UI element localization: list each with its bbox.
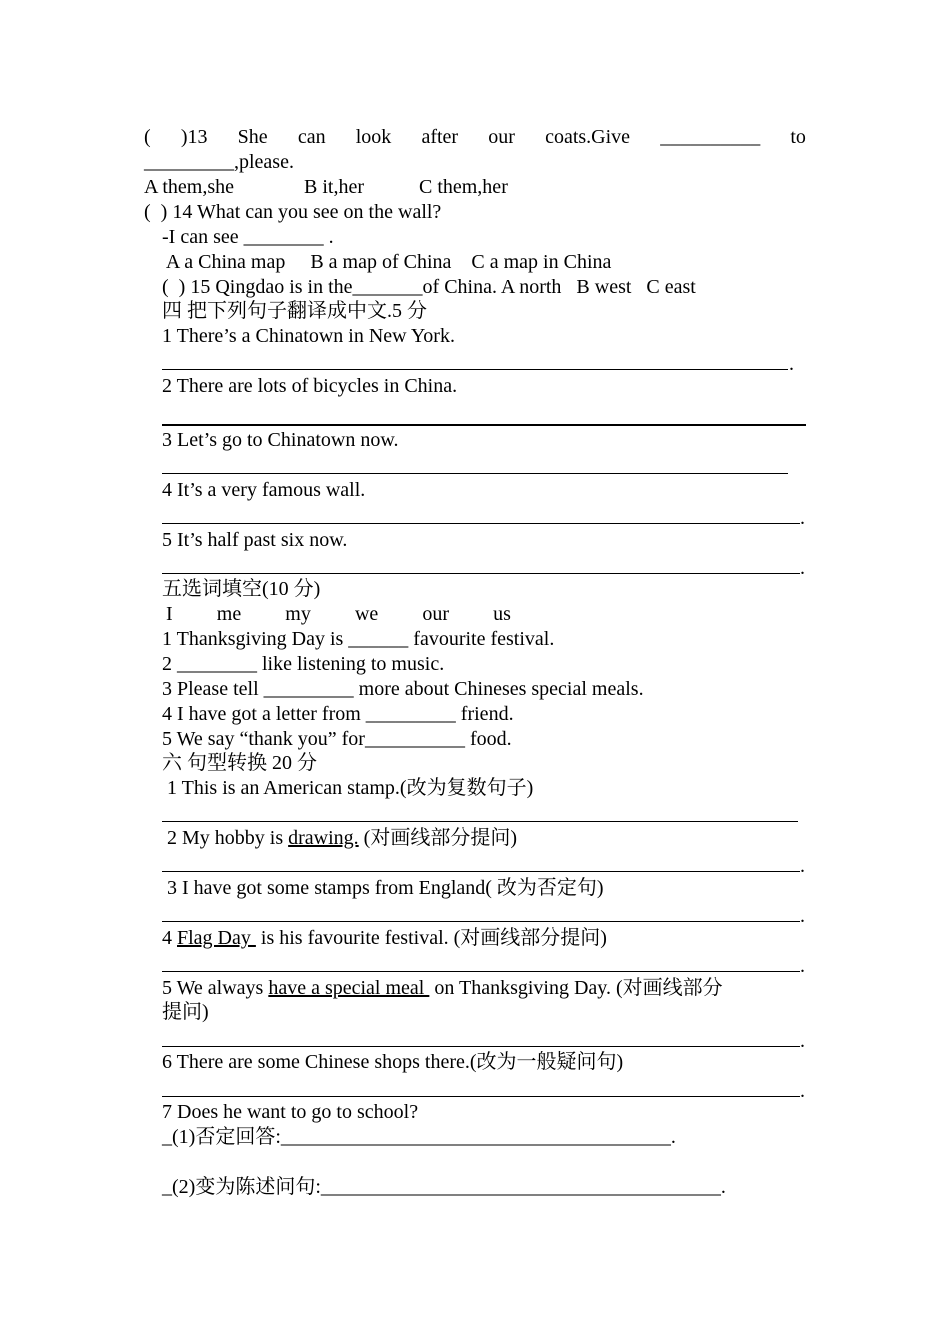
- s5-item-5: 5 We say “thank you” for__________ food.: [162, 728, 512, 750]
- q13-line2: _________,please.: [144, 151, 294, 173]
- s5-item-4: 4 I have got a letter from _________ friend.: [162, 703, 514, 725]
- answer-line: [162, 573, 800, 574]
- q15-question: ( ) 15 Qingdao is in the_______of China. A north B west C east: [162, 276, 696, 298]
- q13-word: after: [421, 126, 459, 148]
- s5-item-2: 2 ________ like listening to music.: [162, 653, 445, 675]
- section5-title: 五选词填空(10 分): [162, 578, 321, 600]
- q13-word: (: [144, 126, 151, 148]
- s6-item-6: 6 There are some Chinese shops there.(改为一般疑问句): [162, 1051, 624, 1073]
- q13-word: our: [488, 126, 515, 148]
- q13-options: A them,she B it,her C them,her: [144, 176, 508, 198]
- answer-line: [162, 821, 798, 822]
- s6-item-5-continued: 提问): [162, 1001, 209, 1023]
- q14-answer-line: -I can see ________ .: [162, 226, 334, 248]
- s6-item-3: 3 I have got some stamps from England( 改为否定句): [162, 877, 604, 899]
- word-bank: [166, 602, 511, 626]
- word-bank-item: my: [285, 603, 311, 625]
- period: .: [800, 1030, 805, 1052]
- s6-item-5: 5 We always have a special meal on Thanksgiving Day. (对画线部分: [162, 977, 723, 999]
- s6-item-7: 7 Does he want to go to school?: [162, 1101, 419, 1123]
- s6-item-7-statement: _(2)变为陈述问句:________________________________________.: [162, 1176, 726, 1198]
- q14-options: A a China map B a map of China C a map in China: [162, 251, 612, 273]
- q13-line1: [144, 125, 806, 149]
- s4-item-4: 4 It’s a very famous wall.: [162, 479, 366, 501]
- q13-word: can: [297, 126, 326, 148]
- q13-blank: __________: [660, 126, 761, 148]
- word-bank-item: I: [166, 603, 173, 625]
- answer-line: [162, 523, 800, 524]
- section6-title: 六 句型转换 20 分: [162, 752, 317, 774]
- period: .: [800, 955, 805, 977]
- underlined-phrase: drawing.: [288, 827, 359, 849]
- s5-item-1: 1 Thanksgiving Day is ______ favourite festival.: [162, 628, 555, 650]
- q13-word: )13: [180, 126, 208, 148]
- period: .: [800, 557, 805, 579]
- s4-item-2: 2 There are lots of bicycles in China.: [162, 375, 458, 397]
- s6-item-1: 1 This is an American stamp.(改为复数句子): [162, 777, 534, 799]
- period: .: [800, 905, 805, 927]
- q13-word: She: [237, 126, 268, 148]
- answer-line: [162, 1046, 800, 1047]
- answer-line: [162, 971, 800, 972]
- s6-item-2: 2 My hobby is drawing. (对画线部分提问): [162, 827, 517, 849]
- answer-line: [162, 473, 788, 474]
- underlined-phrase: have a special meal: [268, 977, 430, 999]
- period: .: [789, 353, 794, 375]
- s6-item-7-negative-answer: _(1)否定回答:_______________________________________.: [162, 1126, 676, 1148]
- answer-line: [162, 871, 800, 872]
- word-bank-item: we: [354, 603, 379, 625]
- section4-title: 四 把下列句子翻译成中文.5 分: [162, 300, 427, 322]
- s6-item-4: 4 Flag Day is his favourite festival. (对画线部分提问): [162, 927, 607, 949]
- s4-item-5: 5 It’s half past six now.: [162, 529, 348, 551]
- s4-item-3: 3 Let’s go to Chinatown now.: [162, 429, 399, 451]
- s4-item-1: 1 There’s a Chinatown in New York.: [162, 325, 455, 347]
- word-bank-item: our: [422, 603, 450, 625]
- period: .: [800, 1080, 805, 1102]
- q13-word: look: [355, 126, 392, 148]
- answer-line: [162, 1096, 800, 1097]
- answer-line: [162, 369, 788, 370]
- answer-line: [162, 424, 806, 426]
- q13-word: to: [790, 126, 806, 148]
- answer-line: [162, 921, 800, 922]
- s5-item-3: 3 Please tell _________ more about Chineses special meals.: [162, 678, 644, 700]
- word-bank-item: me: [216, 603, 242, 625]
- period: .: [800, 507, 805, 529]
- underlined-phrase: Flag Day: [177, 927, 256, 949]
- q14-question: ( ) 14 What can you see on the wall?: [144, 201, 442, 223]
- q13-word: coats.Give: [545, 126, 631, 148]
- period: .: [800, 855, 805, 877]
- word-bank-item: us: [493, 603, 511, 625]
